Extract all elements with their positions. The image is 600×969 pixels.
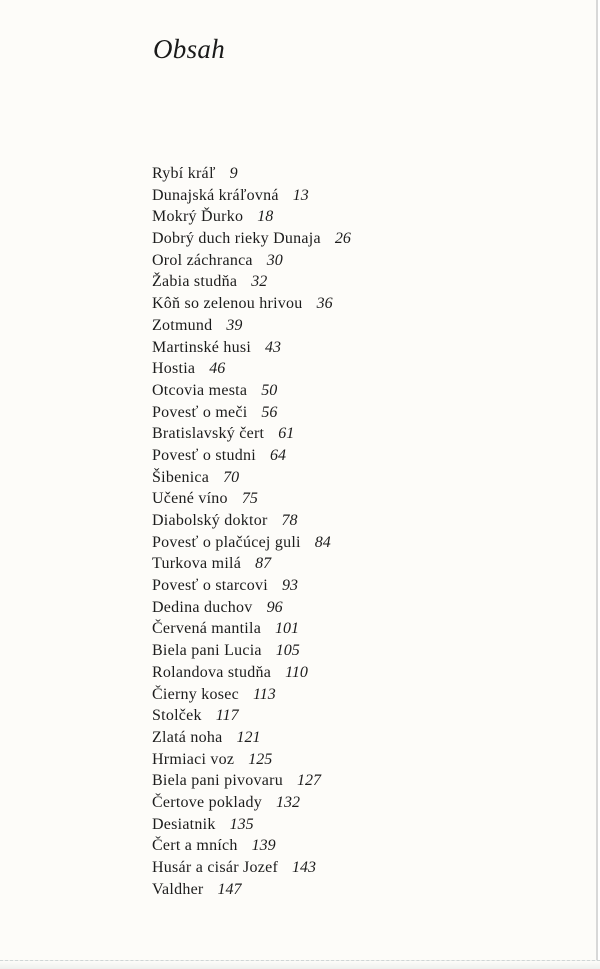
page-title: Obsah [153, 34, 226, 64]
table-of-contents [152, 163, 351, 900]
toc-entry-page-number: 121 [236, 728, 261, 746]
toc-entry [152, 727, 351, 749]
page-edge [0, 960, 600, 969]
toc-entry-page-number: 43 [265, 338, 282, 356]
toc-entry [152, 315, 351, 337]
toc-entry-title: Povesť o studni [152, 446, 256, 464]
toc-entry-page-number: 56 [261, 403, 278, 421]
toc-entry-title: Hrmiaci voz [152, 750, 235, 768]
toc-entry-title: Desiatnik [152, 815, 216, 833]
toc-entry-title: Turkova milá [152, 555, 242, 573]
toc-entry-title: Kôň so zelenou hrivou [152, 295, 303, 313]
toc-entry [152, 553, 351, 575]
toc-entry-title: Diabolský doktor [152, 512, 268, 529]
toc-entry-title: Zotmund [152, 316, 213, 334]
toc-entry-title: Orol záchranca [152, 251, 253, 269]
toc-entry-page-number: 36 [316, 295, 333, 313]
toc-entry-page-number: 113 [252, 685, 276, 703]
toc-entry-page-number: 117 [215, 707, 239, 725]
toc-entry-page-number: 61 [278, 425, 295, 443]
toc-entry-page-number: 50 [261, 381, 278, 399]
toc-entry [152, 402, 351, 424]
toc-entry-page-number: 139 [251, 837, 276, 855]
toc-entry-page-number: 78 [281, 512, 298, 529]
toc-entry [152, 250, 351, 272]
toc-entry-title: Martinské husi [152, 338, 252, 356]
toc-entry [152, 640, 351, 662]
toc-entry-title: Bratislavský čert [152, 425, 265, 443]
toc-entry-title: Zlatá noha [152, 728, 223, 746]
toc-entry-page-number: 32 [251, 273, 268, 291]
toc-entry-page-number: 26 [334, 230, 351, 248]
toc-entry [152, 488, 351, 510]
toc-entry-title: Žabia studňa [152, 273, 238, 291]
toc-entry-page-number: 101 [275, 620, 300, 638]
toc-entry-title: Povesť o meči [152, 403, 248, 421]
toc-entry [152, 445, 351, 467]
toc-entry [152, 749, 351, 771]
toc-entry [152, 662, 351, 684]
toc-entry [152, 206, 351, 228]
toc-entry [152, 705, 351, 727]
toc-entry-title: Otcovia mesta [152, 381, 248, 399]
toc-entry [152, 380, 351, 402]
toc-entry-page-number: 96 [266, 598, 283, 616]
toc-entry-title: Hostia [152, 360, 196, 378]
toc-entry [152, 510, 351, 532]
toc-entry-title: Dunajská kráľovná [152, 186, 279, 204]
toc-entry-title: Povesť o starcovi [152, 577, 268, 595]
toc-entry [152, 163, 351, 185]
toc-entry [152, 358, 351, 380]
toc-entry-page-number: 93 [281, 577, 298, 595]
toc-entry-page-number: 13 [292, 186, 309, 204]
toc-entry [152, 185, 351, 207]
toc-entry [152, 293, 351, 315]
toc-entry-page-number: 105 [275, 642, 300, 660]
toc-entry-page-number: 127 [296, 772, 321, 790]
toc-entry [152, 684, 351, 706]
toc-entry [152, 835, 351, 857]
toc-entry-title: Biela pani Lucia [152, 642, 262, 660]
toc-entry-page-number: 75 [241, 490, 258, 508]
toc-entry-title: Husár a cisár Jozef [152, 859, 279, 876]
toc-entry-page-number: 147 [217, 880, 242, 898]
toc-entry-page-number: 125 [248, 750, 273, 768]
toc-entry-page-number: 135 [229, 815, 254, 833]
toc-entry-page-number: 70 [223, 468, 240, 486]
toc-entry [152, 532, 351, 554]
toc-entry [152, 228, 351, 250]
toc-entry-page-number: 18 [257, 208, 274, 226]
toc-entry [152, 271, 351, 293]
toc-entry-title: Šibenica [152, 468, 210, 486]
toc-entry-title: Dobrý duch rieky Dunaja [152, 230, 321, 248]
toc-entry-page-number: 87 [255, 555, 272, 573]
toc-entry-title: Čert a mních [152, 837, 238, 855]
toc-entry-title: Mokrý Ďurko [152, 208, 244, 226]
toc-entry [152, 597, 351, 619]
toc-entry [152, 792, 351, 814]
toc-entry [152, 814, 351, 836]
toc-entry-title: Rybí kráľ [152, 165, 216, 182]
toc-entry-page-number: 64 [269, 446, 286, 464]
toc-entry-title: Rolandova studňa [152, 663, 272, 681]
toc-entry [152, 575, 351, 597]
toc-entry-page-number: 132 [275, 793, 300, 811]
toc-entry-page-number: 46 [209, 360, 226, 378]
toc-entry-title: Dedina duchov [152, 598, 253, 616]
toc-entry [152, 467, 351, 489]
toc-entry-title: Červená mantila [152, 620, 262, 638]
toc-entry-page-number: 110 [285, 663, 308, 681]
toc-entry-title: Čertove poklady [152, 793, 262, 811]
toc-entry [152, 337, 351, 359]
toc-entry [152, 879, 351, 901]
toc-entry-page-number: 30 [266, 251, 283, 269]
toc-entry-page-number: 84 [314, 533, 331, 551]
toc-entry-page-number: 9 [229, 165, 238, 182]
toc-entry-title: Učené víno [152, 490, 228, 508]
toc-entry-page-number: 39 [226, 316, 243, 334]
toc-entry-title: Povesť o plačúcej guli [152, 533, 301, 551]
toc-entry-title: Stolček [152, 707, 202, 725]
toc-entry [152, 770, 351, 792]
toc-entry-page-number: 143 [292, 859, 317, 876]
toc-entry-title: Valdher [152, 880, 204, 898]
toc-entry-title: Biela pani pivovaru [152, 772, 283, 790]
toc-entry [152, 618, 351, 640]
toc-entry-title: Čierny kosec [152, 685, 239, 703]
toc-entry [152, 857, 351, 879]
toc-entry [152, 423, 351, 445]
